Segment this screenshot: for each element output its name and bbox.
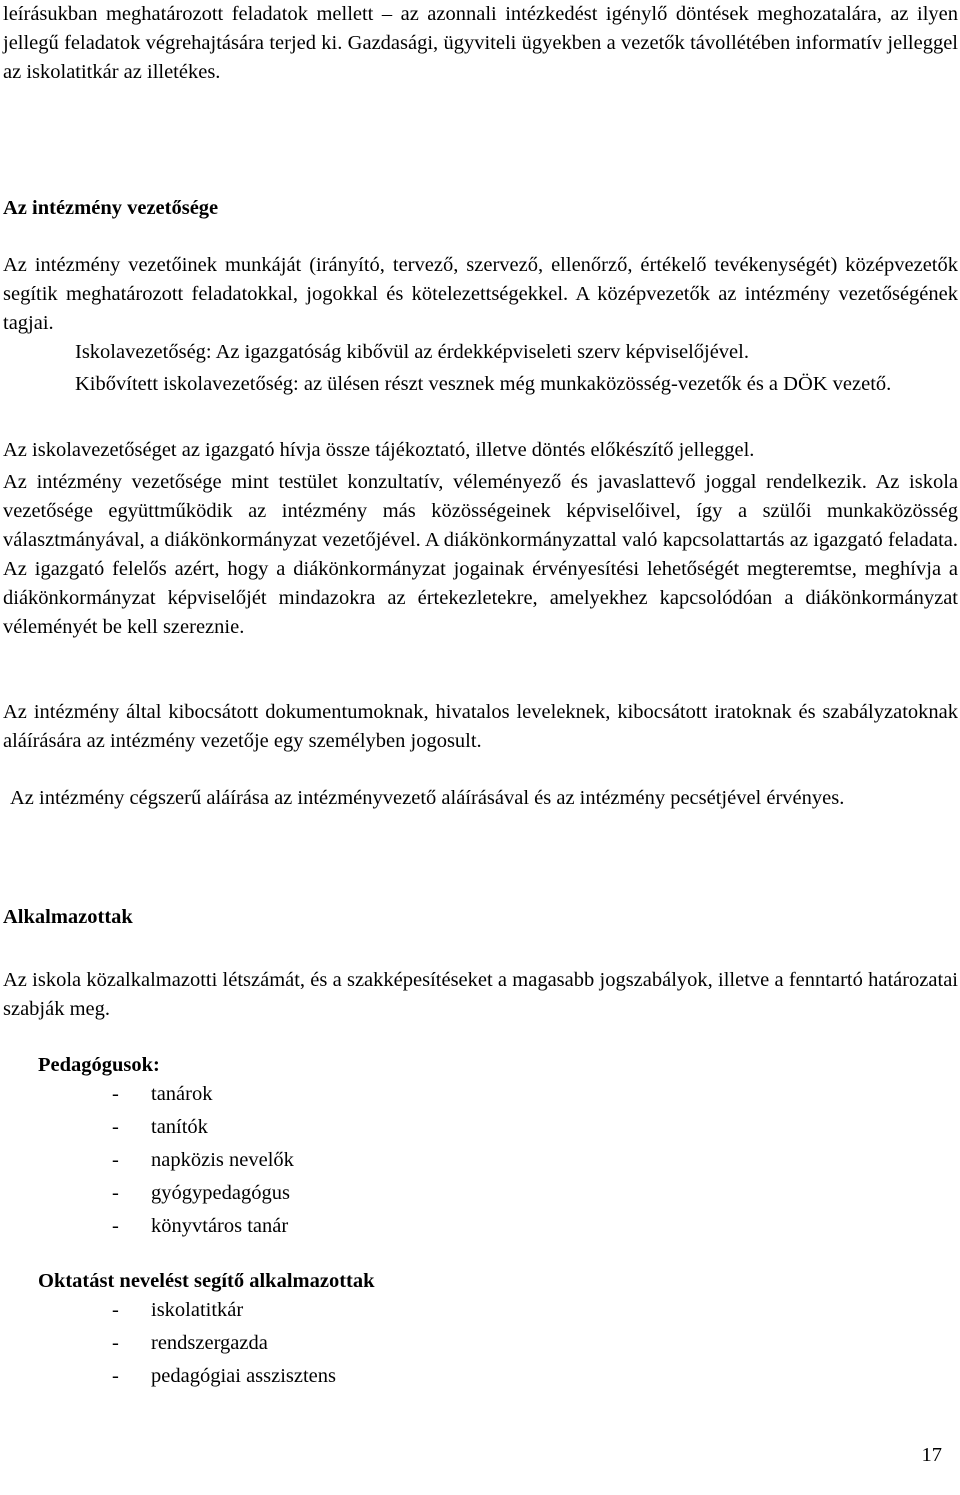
company-signature: Az intézmény cégszerű aláírása az intézményvezető aláírásával és az intézmény pecsétjével érvényes. [10,787,845,809]
list-item: - iskolatitkár [112,1296,336,1329]
list-item: - tanítók [112,1113,294,1146]
staff-intro: Az iskola közalkalmazotti létszámát, és a szakképesítéseket a magasabb jogszabályok, illetve a fenntartó határozatai szabják meg. [3,969,958,1020]
list-marker: - [112,1332,119,1354]
list-item: - tanárok [112,1080,294,1113]
teachers-list [112,1080,294,1245]
school-leadership-definition: Iskolavezetőség: Az igazgatóság kibővül az érdekképviseleti szerv képviselőjével. [75,341,749,363]
top-paragraph: leírásukban meghatározott feladatok mellett – az azonnali intézkedést igénylő döntések meghozatalára, az ilyen jellegű feladatok végrehajtására terjed ki. Gazdasági, ügyviteli ügyekben a vezetők távollétében informatív jelleggel az iskolatitkár az illetékes. [3,3,958,83]
list-item: - napközis nevelők [112,1146,294,1179]
list-item: - rendszergazda [112,1329,336,1362]
list-item: - pedagógiai asszisztens [112,1362,336,1395]
list-marker: - [112,1116,119,1138]
leadership-intro: Az intézmény vezetőinek munkáját (irányító, tervező, szervező, ellenőrző, értékelő tevékenységét) középvezetők segítik meghatározott feladatokkal, jogokkal és kötelezettségekkel. A középvezetők az intézmény vezetőségének tagjai. [3,254,958,334]
leadership-role: Az intézmény vezetősége mint testület konzultatív, véleményező és javaslattevő joggal rendelkezik. Az iskola vezetősége együttműködik az intézmény más közösségeinek képviselőivel, így a szülői munkaközösség választmányával, a diákönkormányzat vezetőjével. A diákönkormányzattal való kapcsolattartás az igazgató feladata. Az igazgató felelős azért, hogy a diákönkormányzat jogainak érvényesítési lehetőségét megteremtse, meghívja a diákönkormányzat képviselőjét mindazokra az értekezletekre, amelyekhez kapcsolódóan a diákönkormányzat véleményét be kell szereznie. [3,471,958,638]
list-marker: - [112,1149,119,1171]
list-marker: - [112,1365,119,1387]
heading-leadership: Az intézmény vezetősége [3,197,219,219]
extended-leadership-definition: Kibővített iskolavezetőség: az ülésen részt vesznek még munkaközösség-vezetők és a DÖK vezető. [75,373,892,395]
page-number: 17 [921,1444,942,1466]
support-staff-list [112,1296,336,1395]
signing-rights: Az intézmény által kibocsátott dokumentumoknak, hivatalos leveleknek, kibocsátott iratoknak és szabályzatoknak aláírására az intézmény vezetője egy személyben jogosult. [3,701,958,752]
list-marker: - [112,1299,119,1321]
support-staff-heading: Oktatást nevelést segítő alkalmazottak [38,1270,375,1292]
list-marker: - [112,1083,119,1105]
heading-staff: Alkalmazottak [3,906,133,928]
teachers-heading: Pedagógusok: [38,1054,160,1076]
list-marker: - [112,1215,119,1237]
leadership-convening: Az iskolavezetőséget az igazgató hívja össze tájékoztató, illetve döntés előkészítő jelleggel. [3,439,755,461]
list-marker: - [112,1182,119,1204]
list-item: - könyvtáros tanár [112,1212,294,1245]
list-item: - gyógypedagógus [112,1179,294,1212]
